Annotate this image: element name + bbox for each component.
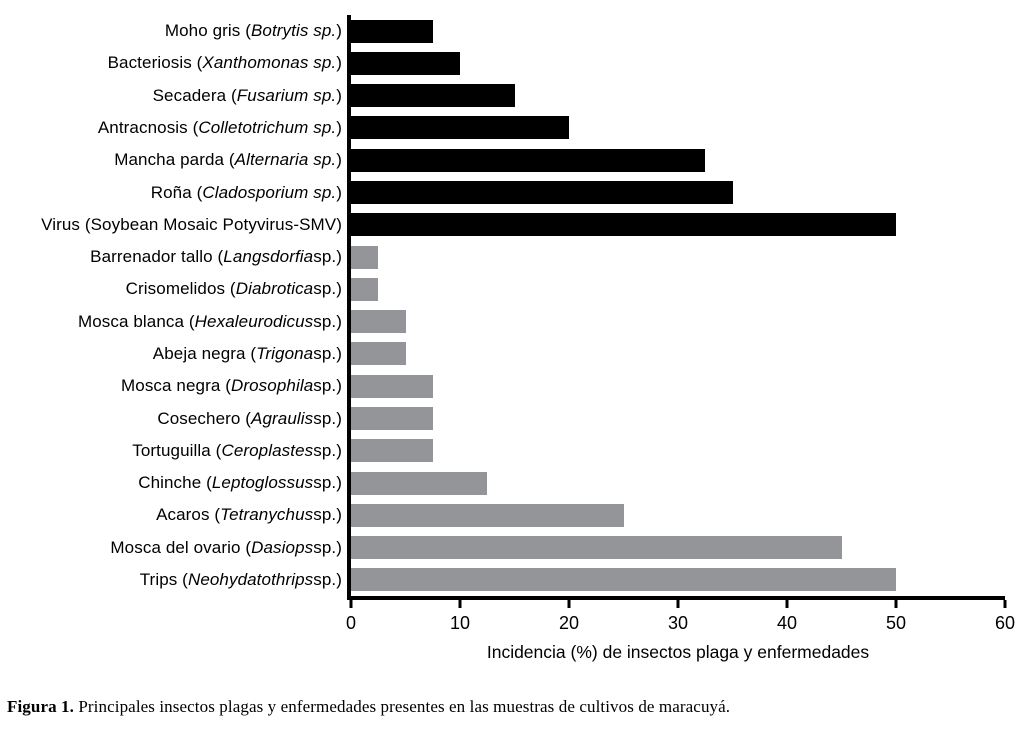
bar-insect — [351, 536, 842, 559]
bar-disease — [351, 20, 433, 43]
figure-caption-label: Figura 1. — [7, 697, 75, 716]
figure-caption-text: Principales insectos plagas y enfermedades presentes en las muestras de cultivos de maracuyá. — [74, 697, 731, 716]
bar-disease — [351, 52, 460, 75]
bar-insect — [351, 342, 406, 365]
x-tick-label: 0 — [345, 613, 357, 633]
category-label: Moho gris ( Botrytis sp. ) — [164, 21, 342, 41]
bar-insect — [351, 246, 378, 269]
bar-disease — [351, 213, 896, 236]
category-label: Virus (Soybean Mosaic Potyvirus-SMV) — [41, 214, 342, 234]
bar-insect — [351, 407, 433, 430]
bar-row — [152, 80, 1005, 112]
bar-insect — [351, 375, 433, 398]
bar-row — [138, 467, 1005, 499]
category-label: Tortuguilla ( Ceroplastes sp.) — [132, 440, 342, 460]
bar-row — [121, 370, 1005, 402]
category-label: Abeja negra ( Trigona sp.) — [152, 343, 342, 363]
category-label: Barrenador tallo ( Langsdorfia sp.) — [90, 247, 342, 267]
category-label: Crisomelidos ( Diabrotica sp.) — [125, 279, 342, 299]
category-label: Mosca negra ( Drosophila sp.) — [121, 376, 342, 396]
bar-row — [77, 306, 1005, 338]
x-tick-label: 60 — [994, 613, 1016, 633]
bars-area — [41, 15, 1005, 596]
bar-row — [114, 144, 1005, 176]
bar-insect — [351, 472, 487, 495]
bar-insect — [351, 439, 433, 462]
category-label: Secadera ( Fusarium sp. ) — [152, 85, 342, 105]
x-axis — [345, 600, 1016, 678]
bar-row — [125, 273, 1005, 305]
bar-insect — [351, 310, 406, 333]
bar-row — [41, 209, 1005, 241]
bar-insect — [351, 568, 896, 591]
bar-row — [132, 435, 1005, 467]
bar-row — [152, 338, 1005, 370]
x-tick — [895, 600, 898, 608]
category-label: Mosca blanca ( Hexaleurodicus sp.) — [77, 311, 342, 331]
x-tick-label: 40 — [776, 613, 798, 633]
x-axis-title: Incidencia (%) de insectos plaga y enfermedades — [486, 642, 870, 662]
category-label: Roña ( Cladosporium sp. ) — [150, 182, 342, 202]
x-tick — [459, 600, 462, 608]
bar-insect — [351, 504, 624, 527]
figure-caption — [7, 697, 1007, 717]
x-tick — [677, 600, 680, 608]
bar-row — [150, 176, 1005, 208]
bar-row — [110, 532, 1005, 564]
bar-chart-plot-area — [41, 15, 1005, 600]
bar-disease — [351, 149, 705, 172]
category-label: Bacteriosis ( Xanthomonas sp. ) — [107, 53, 342, 73]
x-tick — [786, 600, 789, 608]
bar-row — [139, 564, 1005, 596]
x-tick-label: 10 — [449, 613, 471, 633]
category-label: Cosechero ( Agraulis sp.) — [157, 408, 342, 428]
bar-row — [164, 15, 1005, 47]
x-tick — [1004, 600, 1007, 608]
category-label: Trips ( Neohydatothrips sp.) — [139, 569, 342, 589]
bar-insect — [351, 278, 378, 301]
category-label: Mosca del ovario ( Dasiops sp.) — [110, 537, 342, 557]
category-label: Antracnosis ( Colletotrichum sp. ) — [97, 117, 342, 137]
bar-disease — [351, 84, 515, 107]
bar-row — [97, 112, 1005, 144]
category-label: Acaros ( Tetranychus sp.) — [156, 505, 342, 525]
bar-row — [157, 402, 1005, 434]
x-tick-label: 20 — [558, 613, 580, 633]
x-tick — [568, 600, 571, 608]
x-tick-label: 30 — [667, 613, 689, 633]
bar-disease — [351, 181, 733, 204]
bar-row — [107, 47, 1005, 79]
bar-disease — [351, 116, 569, 139]
x-tick-label: 50 — [885, 613, 907, 633]
bar-row — [90, 241, 1005, 273]
bar-row — [156, 499, 1005, 531]
category-label: Chinche ( Leptoglossus sp.) — [138, 473, 342, 493]
x-tick — [350, 600, 353, 608]
category-label: Mancha parda ( Alternaria sp. ) — [114, 150, 342, 170]
